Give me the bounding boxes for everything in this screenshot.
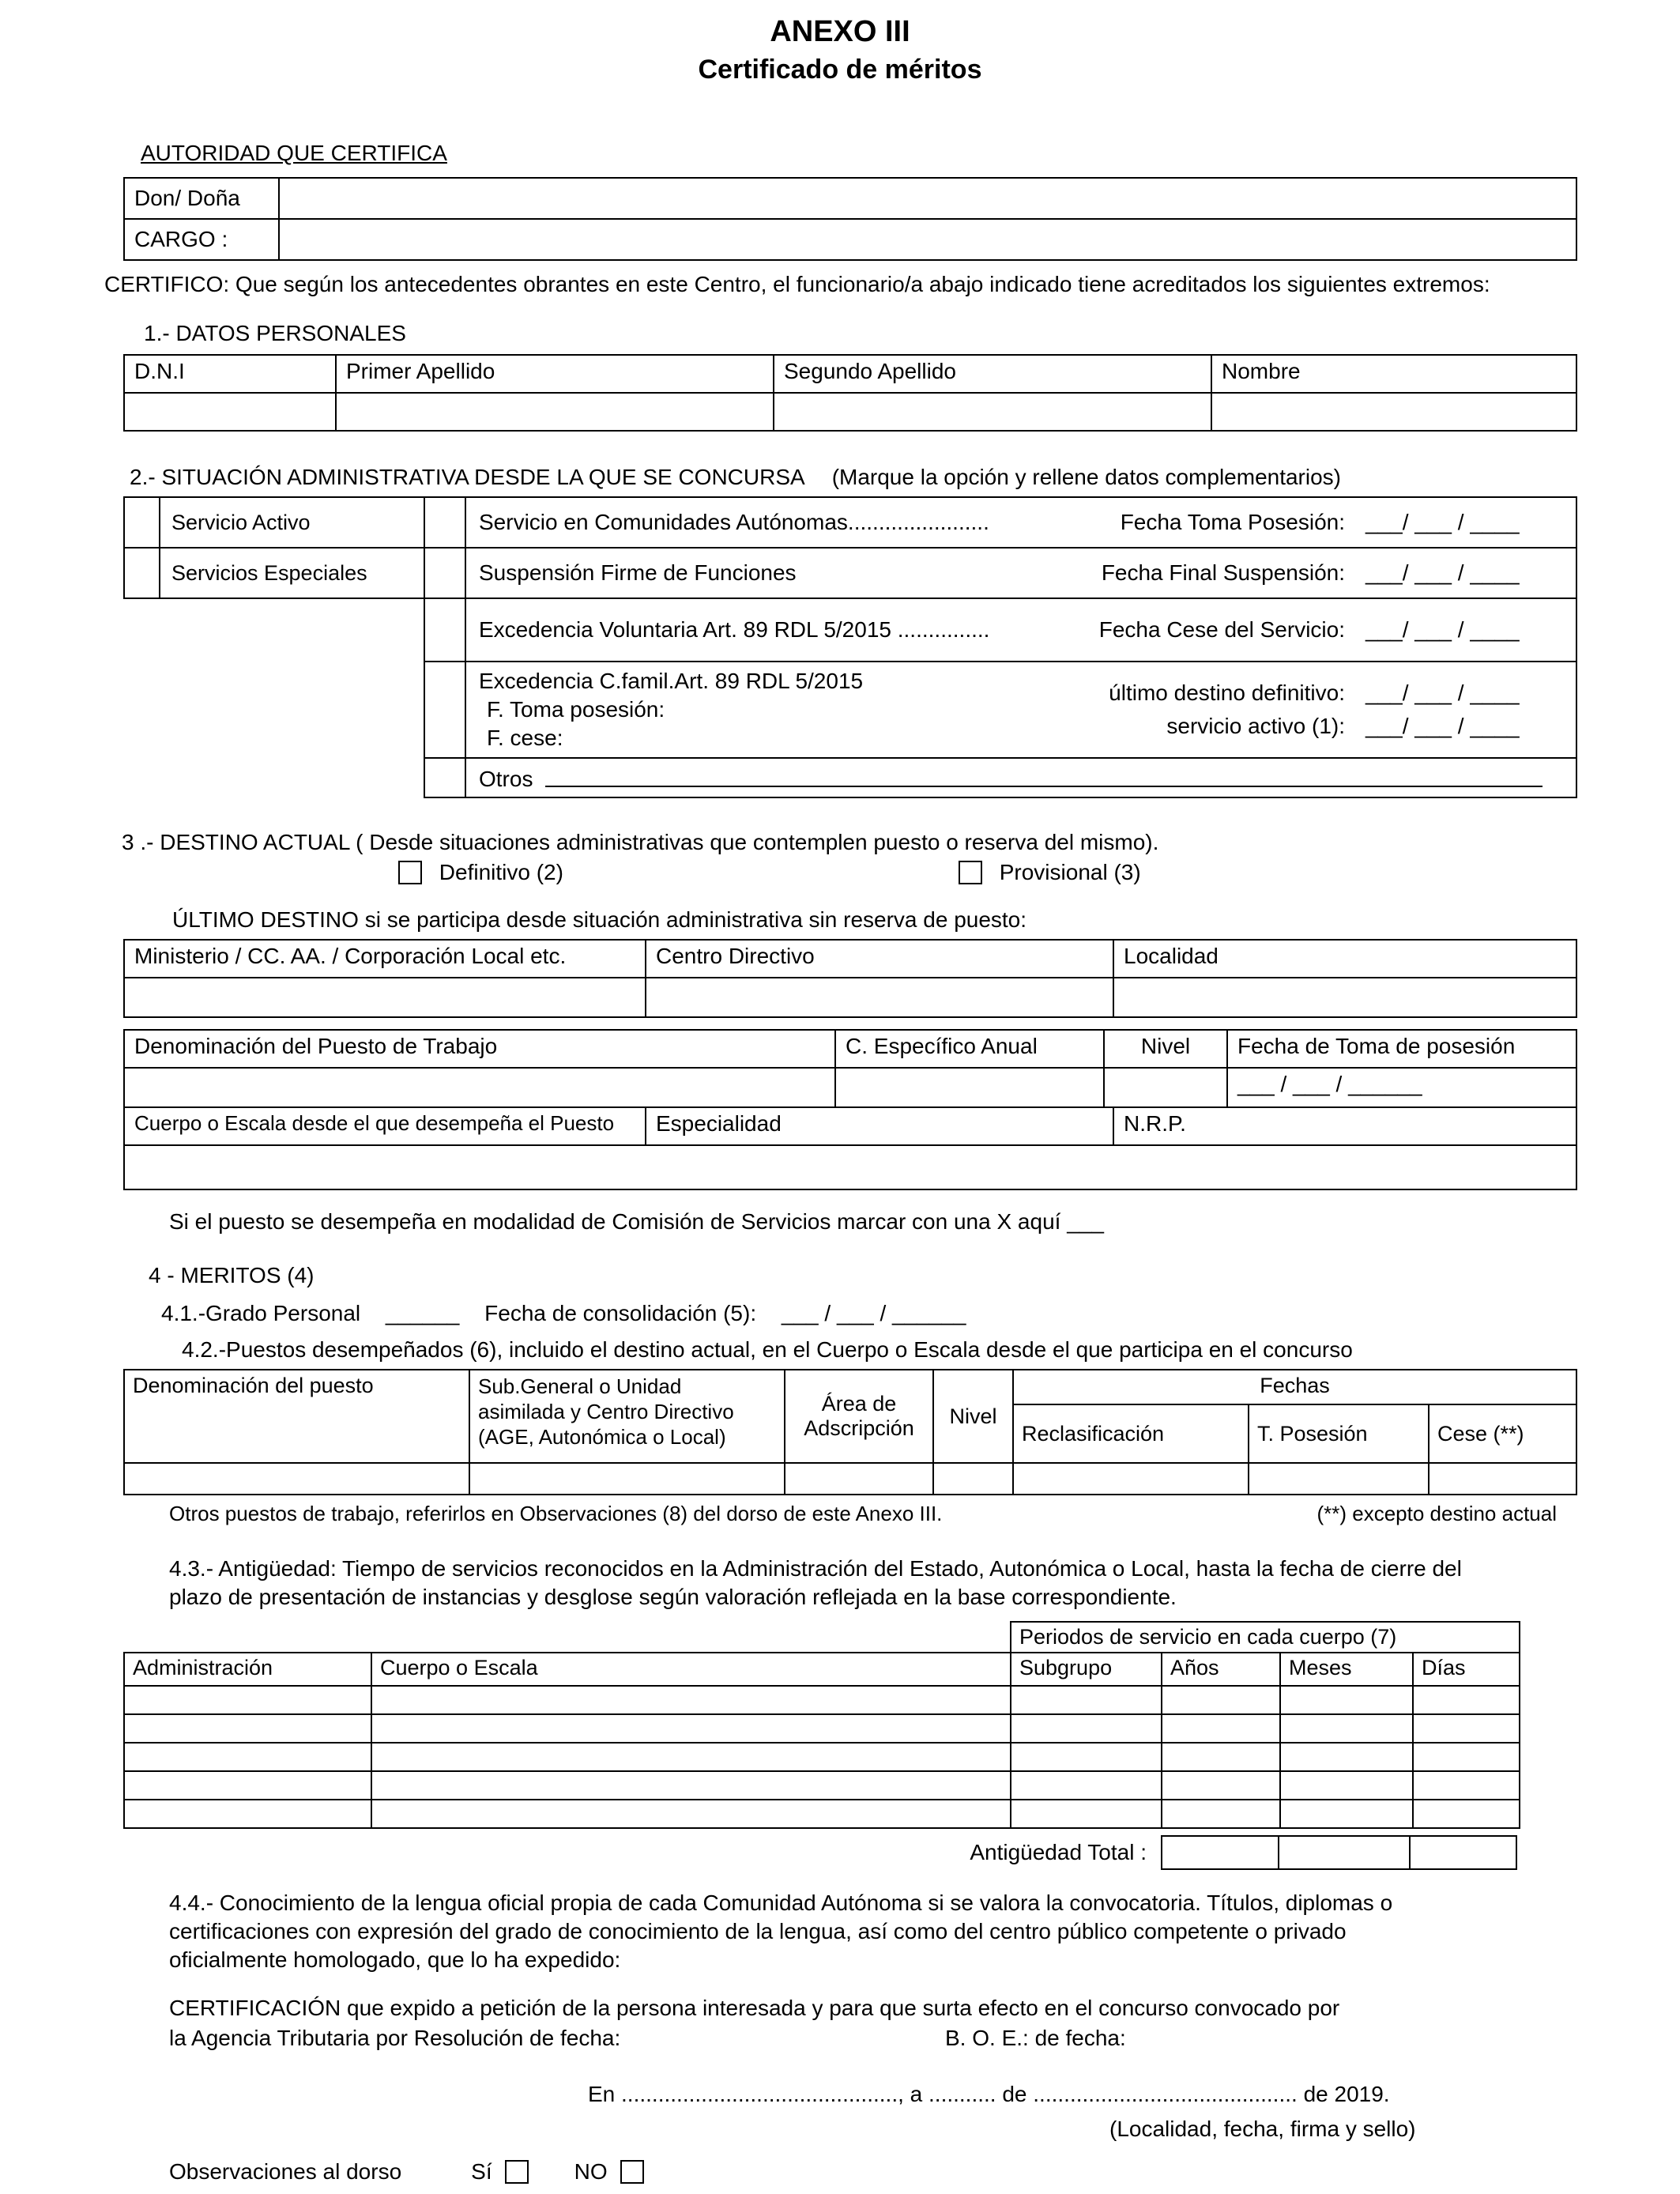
antiguedad-cell[interactable] [371, 1743, 1011, 1771]
antiguedad-cell[interactable] [1162, 1714, 1280, 1743]
fecha-final-suspension-blank[interactable]: ___/ ___ / ____ [1365, 560, 1520, 585]
suspension-firme-checkbox[interactable] [424, 548, 465, 598]
especialidad-header: Especialidad [646, 1107, 1113, 1145]
antiguedad-cell[interactable] [371, 1771, 1011, 1800]
puestos-notes [169, 1502, 1557, 1526]
boe-fecha-label: B. O. E.: de fecha: [945, 2026, 1126, 2050]
antiguedad-cell[interactable] [1162, 1800, 1280, 1828]
f-toma-posesion-label: F. Toma posesión: [487, 697, 665, 722]
cargo-row [124, 219, 1576, 260]
excedencia-voluntaria-cell [465, 598, 1576, 662]
cargo-input-cell[interactable] [279, 219, 1576, 260]
puestos-input-row [124, 1463, 1576, 1495]
antiguedad-total-row [123, 1835, 1576, 1870]
puesto-reclasificacion-input-cell[interactable] [1013, 1463, 1249, 1495]
denominacion-puesto-input-cell[interactable] [124, 1068, 835, 1107]
servicios-especiales-row [124, 548, 1576, 598]
antiguedad-cell[interactable] [1011, 1686, 1162, 1714]
antiguedad-cell[interactable] [1011, 1771, 1162, 1800]
excedencia-cfamil-cell [465, 662, 1576, 758]
antiguedad-cell[interactable] [371, 1800, 1011, 1828]
nombre-header: Nombre [1211, 355, 1576, 393]
si-label: Sí [471, 2159, 492, 2184]
situacion-administrativa-table [123, 496, 1577, 798]
dias-header: Días [1413, 1653, 1520, 1686]
antiguedad-cell[interactable] [371, 1686, 1011, 1714]
grado-personal-label: 4.1.-Grado Personal [161, 1301, 361, 1325]
form-title: ANEXO III [770, 15, 910, 48]
centro-directivo-input-cell[interactable] [646, 978, 1113, 1017]
no-label: NO [574, 2159, 608, 2184]
antiguedad-row [124, 1743, 1520, 1771]
antiguedad-cell[interactable] [1413, 1686, 1520, 1714]
antiguedad-row [124, 1714, 1520, 1743]
excedencia-voluntaria-label: Excedencia Voluntaria Art. 89 RDL 5/2015 ............... [479, 617, 990, 642]
antiguedad-total-meses-box[interactable] [1278, 1835, 1411, 1870]
subgrupo-header: Subgrupo [1011, 1653, 1162, 1686]
excedencia-cfamil-label: Excedencia C.famil.Art. 89 RDL 5/2015 [479, 669, 864, 693]
puestos-desempenados-heading: 4.2.-Puestos desempeñados (6), incluido el destino actual, en el Cuerpo o Escala desde el que participa en el concurso [182, 1337, 1353, 1362]
certificacion-line2: la Agencia Tributaria por Resolución de fecha: [169, 2026, 621, 2050]
observaciones-no-checkbox[interactable] [620, 2160, 644, 2184]
antiguedad-cell[interactable] [1413, 1771, 1520, 1800]
servicio-comunidades-label: Servicio en Comunidades Autónomas....................... [479, 510, 989, 534]
antiguedad-cell[interactable] [1162, 1686, 1280, 1714]
antiguedad-header-row [124, 1653, 1520, 1686]
section1-heading: 1.- DATOS PERSONALES [144, 321, 406, 345]
signature-date-line: En ............................................., a ........... de ........................................... de 2019. [588, 2082, 1390, 2106]
antiguedad-row [124, 1800, 1520, 1828]
fecha-toma-posesion-label: Fecha Toma Posesión: [1120, 510, 1345, 534]
otros-input-line[interactable] [545, 763, 1543, 787]
centro-directivo-header: Centro Directivo [646, 940, 1113, 978]
subgeneral-line2: asimilada y Centro Directivo [478, 1400, 734, 1423]
ministerio-header-row [124, 940, 1576, 978]
antiguedad-total-label: Antigüedad Total : [970, 1840, 1147, 1864]
cuerpo-escala-header: Cuerpo o Escala desde el que desempeña el Puesto [124, 1107, 646, 1145]
subgeneral-line3: (AGE, Autonómica o Local) [478, 1425, 726, 1449]
segundo-apellido-header: Segundo Apellido [774, 355, 1211, 393]
antiguedad-total-dias-box[interactable] [1409, 1835, 1517, 1870]
subgeneral-col-header [469, 1370, 785, 1463]
puestos-header-row1 [124, 1370, 1576, 1404]
localidad-input-cell[interactable] [1113, 978, 1576, 1017]
otros-cell [465, 758, 1576, 797]
spacer-cell [124, 1622, 1011, 1653]
antiguedad-cell[interactable] [1413, 1714, 1520, 1743]
certifico-text: CERTIFICO: Que según los antecedentes obrantes en este Centro, el funcionario/a abajo indicado tiene acreditados los siguientes extremos: [104, 272, 1490, 296]
excedencia-voluntaria-row [124, 598, 1576, 662]
primer-apellido-header: Primer Apellido [336, 355, 774, 393]
servicios-especiales-checkbox[interactable] [124, 548, 160, 598]
authority-table [123, 177, 1577, 261]
antiguedad-cell[interactable] [1162, 1743, 1280, 1771]
suspension-firme-label: Suspensión Firme de Funciones [479, 560, 797, 585]
lengua-text: 4.4.- Conocimiento de la lengua oficial propia de cada Comunidad Autónoma si se valora la convocatoria. Títulos, diplomas o certificaciones con expresión del grado de conocimiento de la lengua, así como del centro público competente o privado oficialmente homologado, que lo ha expedido: [169, 1891, 1393, 1972]
spacer-cell [124, 662, 424, 758]
otros-puestos-note: Otros puestos de trabajo, referirlos en Observaciones (8) del dorso de este Anexo III. [169, 1502, 943, 1525]
puesto-tposesion-input-cell[interactable] [1249, 1463, 1429, 1495]
fecha-consolidacion-blank[interactable]: ___ / ___ / ______ [781, 1301, 966, 1325]
puesto-cese-input-cell[interactable] [1429, 1463, 1576, 1495]
servicio-comunidades-checkbox[interactable] [424, 497, 465, 548]
servicio-activo-fecha-blank[interactable]: ___/ ___ / ____ [1365, 714, 1520, 738]
t-posesion-header: T. Posesión [1249, 1404, 1429, 1463]
comision-servicios-note [169, 1209, 1576, 1235]
antiguedad-cell[interactable] [1280, 1714, 1413, 1743]
excedencia-cfamil-row [124, 662, 1576, 758]
excedencia-cfamil-checkbox[interactable] [424, 662, 465, 758]
nivel-col-header: Nivel [933, 1370, 1013, 1463]
cuerpo-input-row [124, 1145, 1576, 1189]
section2-title: 2.- SITUACIÓN ADMINISTRATIVA DESDE LA QUE SE CONCURSA [130, 465, 805, 489]
periodos-header-row [124, 1622, 1520, 1653]
ministerio-input-row [124, 978, 1576, 1017]
section3-heading: 3 .- DESTINO ACTUAL ( Desde situaciones administrativas que contemplen puesto o reserva del mismo). [122, 830, 1159, 854]
antiguedad-total-anos-box[interactable] [1161, 1835, 1279, 1870]
spacer-cell [124, 758, 424, 797]
authority-heading: AUTORIDAD QUE CERTIFICA [141, 141, 447, 165]
otros-checkbox[interactable] [424, 758, 465, 797]
cuerpo-header-row [124, 1107, 1576, 1145]
denominacion-col-header: Denominación del puesto [124, 1370, 469, 1463]
fecha-toma-posesion-header: Fecha de Toma de posesión [1227, 1030, 1576, 1068]
definitivo-label: Definitivo (2) [439, 860, 563, 884]
antiguedad-cell[interactable] [371, 1714, 1011, 1743]
ultimo-destino-heading: ÚLTIMO DESTINO si se participa desde situación administrativa sin reserva de puesto: [172, 907, 1027, 932]
destino-options [104, 860, 1576, 885]
spacer-cell [124, 598, 424, 662]
antiguedad-cell[interactable] [1011, 1743, 1162, 1771]
cuerpo-escala-input-cell[interactable] [124, 1145, 1576, 1189]
fecha-final-suspension-label: Fecha Final Suspensión: [1101, 560, 1345, 585]
puesto-input-row [124, 1068, 1576, 1107]
provisional-checkbox[interactable] [959, 861, 982, 884]
don-dona-row [124, 178, 1576, 219]
ministerio-header: Ministerio / CC. AA. / Corporación Local etc. [124, 940, 646, 978]
servicio-activo-label: Servicio Activo [160, 497, 424, 548]
certificacion-block [169, 1993, 1576, 2053]
puesto-trabajo-table [123, 1029, 1577, 1108]
periodos-servicio-header: Periodos de servicio en cada cuerpo (7) [1011, 1622, 1520, 1653]
puesto-subgeneral-input-cell[interactable] [469, 1463, 785, 1495]
observaciones-si-checkbox[interactable] [505, 2160, 529, 2184]
suspension-firme-cell [465, 548, 1576, 598]
cuerpo-escala-table [123, 1106, 1577, 1190]
certificacion-line1: CERTIFICACIÓN que expido a petición de la persona interesada y para que surta efecto en el concurso convocado por [169, 1996, 1340, 2020]
antiguedad-cell[interactable] [1011, 1800, 1162, 1828]
servicio-activo-checkbox[interactable] [124, 497, 160, 548]
servicio-activo-row [124, 497, 1576, 548]
servicio-activo-fecha-label: servicio activo (1): [1166, 714, 1345, 738]
administracion-header: Administración [124, 1653, 371, 1686]
antiguedad-cell[interactable] [1011, 1714, 1162, 1743]
antiguedad-cell[interactable] [124, 1686, 371, 1714]
puestos-desempenados-table [123, 1369, 1577, 1495]
antiguedad-cell[interactable] [1280, 1686, 1413, 1714]
grado-personal-blank[interactable]: ______ [385, 1301, 460, 1325]
reclasificacion-header: Reclasificación [1013, 1404, 1249, 1463]
antiguedad-row [124, 1771, 1520, 1800]
dni-input-cell[interactable] [124, 393, 336, 431]
especifico-anual-input-cell[interactable] [835, 1068, 1104, 1107]
primer-apellido-input-cell[interactable] [336, 393, 774, 431]
puesto-area-input-cell[interactable] [785, 1463, 933, 1495]
fecha-toma-posesion-blank[interactable]: ___/ ___ / ____ [1365, 510, 1520, 534]
cuerpo-escala-col-header: Cuerpo o Escala [371, 1653, 1011, 1686]
antiguedad-cell[interactable] [1162, 1771, 1280, 1800]
antiguedad-cell[interactable] [1280, 1743, 1413, 1771]
subgeneral-line1: Sub.General o Unidad [478, 1374, 682, 1398]
section2-heading [130, 465, 1576, 490]
provisional-label: Provisional (3) [999, 860, 1141, 884]
especifico-anual-header: C. Específico Anual [835, 1030, 1104, 1068]
fecha-cese-servicio-label: Fecha Cese del Servicio: [1098, 617, 1345, 642]
fecha-toma-posesion-date-blank[interactable]: ___ / ___ / ______ [1237, 1072, 1422, 1096]
antiguedad-cell[interactable] [1280, 1800, 1413, 1828]
nivel-header: Nivel [1104, 1030, 1227, 1068]
antiguedad-cell[interactable] [1280, 1771, 1413, 1800]
antiguedad-cell[interactable] [124, 1743, 371, 1771]
antiguedad-text: 4.3.- Antigüedad: Tiempo de servicios reconocidos en la Administración del Estado, Autonómica o Local, hasta la fecha de cierre del plazo de presentación de instancias y desglose según valoración reflejada en la base correspondiente. [169, 1556, 1462, 1609]
observaciones-label: Observaciones al dorso [169, 2159, 402, 2184]
cargo-label: CARGO : [124, 219, 279, 260]
fechas-col-header: Fechas [1013, 1370, 1576, 1404]
otros-label: Otros [479, 767, 533, 791]
antiguedad-table [123, 1621, 1520, 1829]
antiguedad-cell[interactable] [1413, 1743, 1520, 1771]
ministerio-table [123, 939, 1577, 1018]
nivel-input-cell[interactable] [1104, 1068, 1227, 1107]
datos-header-row [124, 355, 1576, 393]
anos-header: Años [1162, 1653, 1280, 1686]
antiguedad-cell[interactable] [124, 1771, 371, 1800]
don-dona-input-cell[interactable] [279, 178, 1576, 219]
servicios-especiales-label: Servicios Especiales [160, 548, 424, 598]
area-adscripcion-col-header: Área de Adscripción [785, 1370, 933, 1463]
fecha-cese-servicio-blank[interactable]: ___/ ___ / ____ [1365, 617, 1520, 642]
puesto-header-row [124, 1030, 1576, 1068]
section4-heading: 4 - MERITOS (4) [149, 1263, 315, 1287]
comision-servicios-text: Si el puesto se desempeña en modalidad de Comisión de Servicios marcar con una X aquí [169, 1209, 1061, 1234]
excedencia-voluntaria-checkbox[interactable] [424, 598, 465, 662]
antiguedad-row [124, 1686, 1520, 1714]
otros-row [124, 758, 1576, 797]
nrp-header: N.R.P. [1113, 1107, 1576, 1145]
dni-header: D.N.I [124, 355, 336, 393]
f-cese-label: F. cese: [487, 726, 563, 750]
cese-header: Cese (**) [1429, 1404, 1576, 1463]
section2-note: (Marque la opción y rellene datos complementarios) [831, 465, 1342, 489]
puesto-denominacion-input-cell[interactable] [124, 1463, 469, 1495]
ministerio-input-cell[interactable] [124, 978, 646, 1017]
antiguedad-cell[interactable] [124, 1714, 371, 1743]
segundo-apellido-input-cell[interactable] [774, 393, 1211, 431]
nombre-input-cell[interactable] [1211, 393, 1576, 431]
datos-personales-table [123, 354, 1577, 432]
meses-header: Meses [1280, 1653, 1413, 1686]
definitivo-checkbox[interactable] [398, 861, 422, 884]
puesto-nivel-input-cell[interactable] [933, 1463, 1013, 1495]
localidad-header: Localidad [1113, 940, 1576, 978]
fecha-toma-posesion-input-cell[interactable] [1227, 1068, 1576, 1107]
grado-personal-line [161, 1301, 1576, 1326]
denominacion-puesto-header: Denominación del Puesto de Trabajo [124, 1030, 835, 1068]
observaciones-row [169, 2159, 1576, 2185]
ultimo-destino-definitivo-label: último destino definitivo: [1109, 680, 1345, 705]
ultimo-destino-definitivo-blank[interactable]: ___/ ___ / ____ [1365, 680, 1520, 705]
don-dona-label: Don/ Doña [124, 178, 279, 219]
form-subtitle: Certificado de méritos [698, 55, 982, 85]
comision-x-blank[interactable]: ___ [1067, 1209, 1104, 1234]
fecha-consolidacion-label: Fecha de consolidación (5): [484, 1301, 757, 1325]
antiguedad-cell[interactable] [124, 1800, 371, 1828]
datos-input-row [124, 393, 1576, 431]
locality-note: (Localidad, fecha, firma y sello) [1109, 2117, 1416, 2141]
excepto-destino-note: (**) excepto destino actual [1317, 1502, 1557, 1525]
servicio-comunidades-cell [465, 497, 1576, 548]
antiguedad-cell[interactable] [1413, 1800, 1520, 1828]
